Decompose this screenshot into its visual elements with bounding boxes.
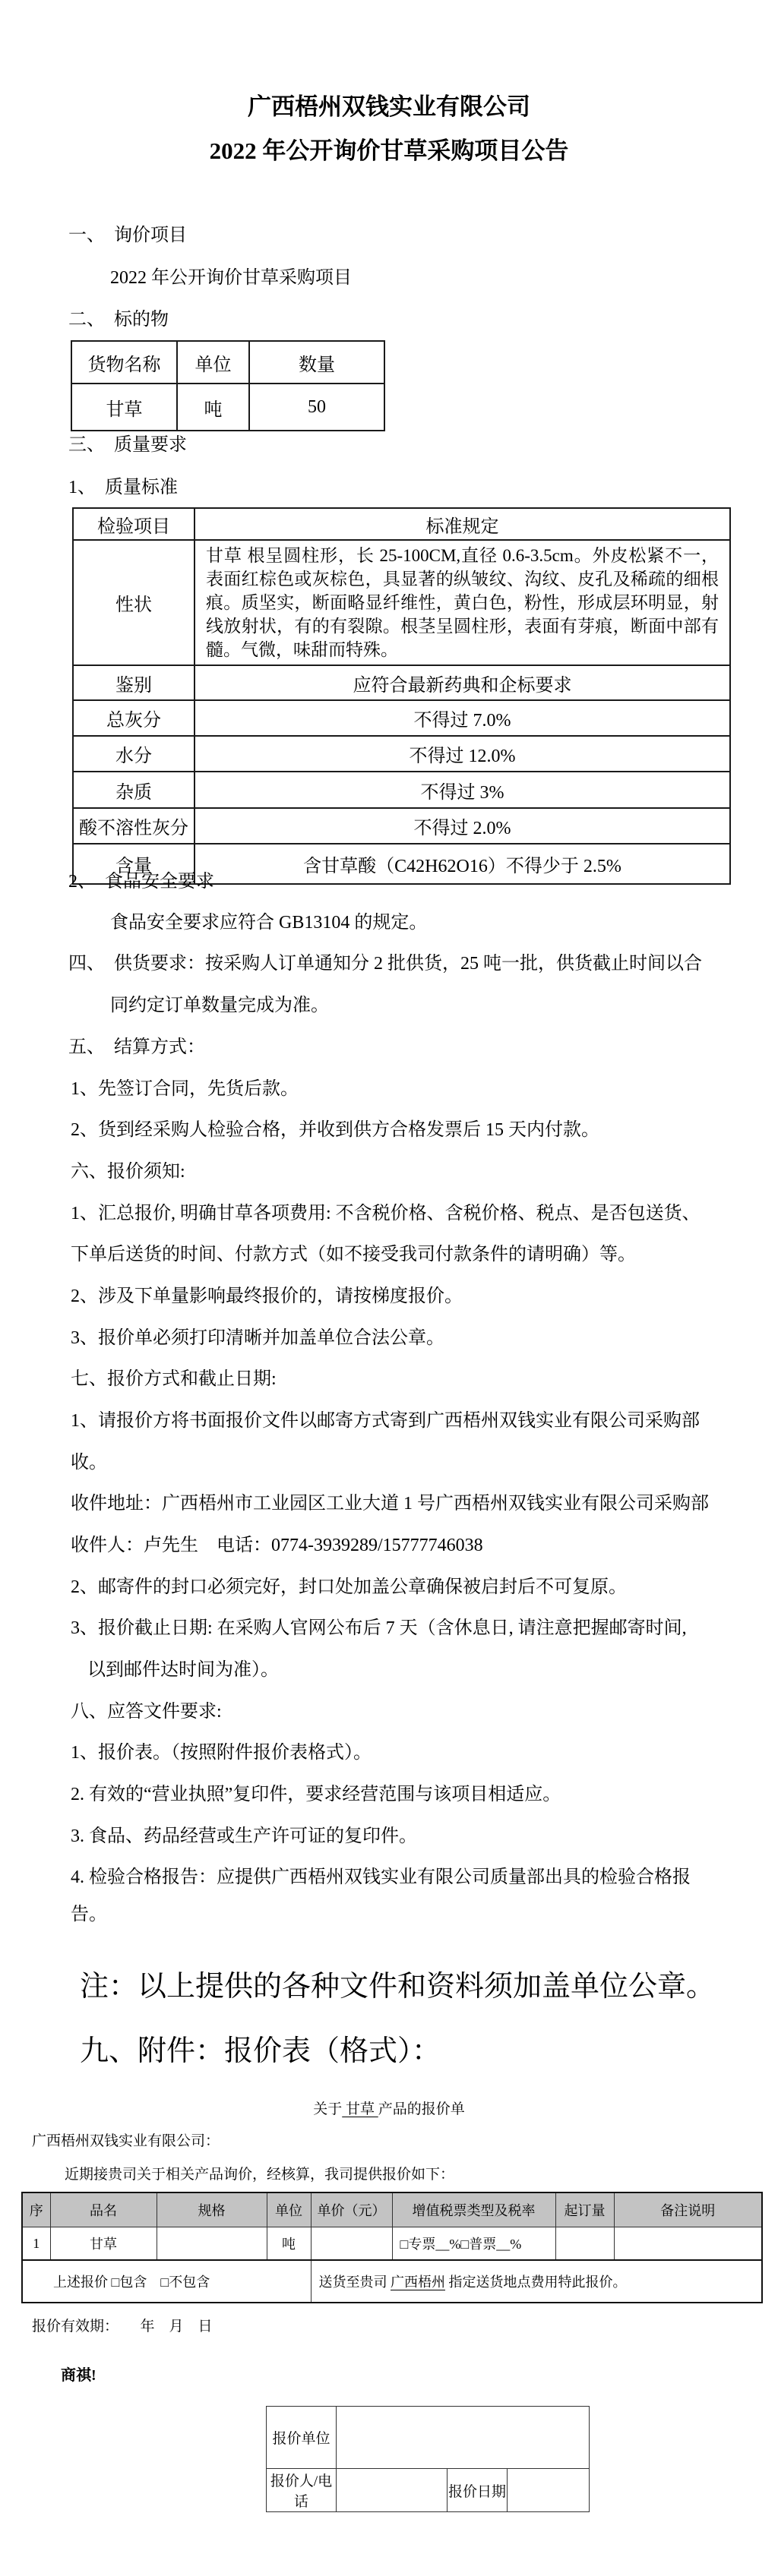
spec-value: 不得过 3% <box>194 772 730 808</box>
spec-label: 杂质 <box>73 772 194 808</box>
spec-row-identification <box>73 665 730 700</box>
spec-value: 应符合最新药典和企标要求 <box>194 665 730 700</box>
quote-title-suffix: 产品的报价单 <box>378 2101 465 2117</box>
spec-row-acid-insoluble-ash <box>73 808 730 844</box>
quote-footer-row <box>22 2260 762 2303</box>
quote-header-row <box>22 2192 762 2227</box>
spec-row-moisture <box>73 736 730 772</box>
spec-label: 酸不溶性灰分 <box>73 808 194 844</box>
subject-header-unit: 单位 <box>177 341 249 384</box>
notes-item-1-line-2: 下单后送货的时间、付款方式（如不接受我司付款条件的请明确）等。 <box>71 1245 636 1264</box>
quote-header-tax: 增值税票类型及税率 <box>392 2192 555 2227</box>
sign-date-label: 报价日期 <box>448 2469 508 2512</box>
notes-item-3: 3、报价单必须打印清晰并加盖单位合法公章。 <box>71 1328 444 1348</box>
settlement-item-1: 1、先签订合同，先货后款。 <box>71 1079 299 1099</box>
quote-unit-value: 吨 <box>267 2227 311 2261</box>
spec-value: 不得过 12.0% <box>194 736 730 772</box>
docs-item-4-line-2: 告。 <box>71 1905 107 1924</box>
quote-title-product: 甘草 <box>342 2101 378 2117</box>
spec-row-appearance <box>73 540 730 665</box>
docs-item-2: 2. 有效的“营业执照”复印件，要求经营范围与该项目相适应。 <box>71 1785 561 1804</box>
food-safety-heading: 2、 食品安全要求 <box>68 872 214 892</box>
quote-header-unit: 单位 <box>267 2192 311 2227</box>
quote-remark-value <box>614 2227 762 2261</box>
sign-row-company <box>267 2407 590 2469</box>
quote-include-checkboxes: 上述报价 □包含 □不包含 <box>22 2260 311 2303</box>
spec-row-impurity <box>73 772 730 808</box>
spec-header-row <box>73 508 730 540</box>
subject-header-qty: 数量 <box>249 341 384 384</box>
subject-qty-value: 50 <box>249 384 384 431</box>
docs-item-4-line-1: 4. 检验合格报告：应提供广西梧州双钱实业有限公司质量部出具的检验合格报 <box>71 1867 691 1887</box>
notes-item-2: 2、涉及下单量影响最终报价的，请按梯度报价。 <box>71 1286 463 1306</box>
section-8-heading: 八、应答文件要求: <box>71 1702 222 1722</box>
sign-person-label: 报价人/电话 <box>267 2469 337 2512</box>
spec-value: 不得过 2.0% <box>194 808 730 844</box>
spec-row-total-ash <box>73 700 730 736</box>
quotation-table <box>21 2192 763 2303</box>
spec-value: 含甘草酸（C42H62O16）不得少于 2.5% <box>194 844 730 884</box>
delivery-place: 广西梧州 <box>391 2275 445 2290</box>
quality-standard-table <box>72 507 731 885</box>
quote-header-name: 品名 <box>50 2192 157 2227</box>
quote-header-seq: 序 <box>22 2192 50 2227</box>
quote-header-price: 单价（元） <box>311 2192 392 2227</box>
spec-header-standard: 标准规定 <box>194 508 730 540</box>
section-3-heading: 三、 质量要求 <box>68 435 187 455</box>
quote-seq-value: 1 <box>22 2227 50 2261</box>
quote-regards: 商祺! <box>61 2367 96 2384</box>
quote-delivery-note <box>311 2260 762 2303</box>
food-safety-body: 食品安全要求应符合 GB13104 的规定。 <box>110 913 428 933</box>
spec-value: 甘草 根呈圆柱形，长 25-100CM,直径 0.6-3.5cm。外皮松紧不一，表面红棕色或灰棕色，具显著的纵皱纹、沟纹、皮孔及稀疏的细根痕。质坚实，断面略显纤维性，黄白色，粉性，形成层环明显，射线放射状，有的有裂隙。根茎呈圆柱形，表面有芽痕，断面中部有髓。气微，味甜而特殊。 <box>194 540 730 665</box>
sign-row-contact <box>267 2469 590 2512</box>
subject-table-header-row <box>71 341 384 384</box>
delivery-prefix: 送货至贵司 <box>318 2275 391 2290</box>
section-4-line-2: 同约定订单数量完成为准。 <box>110 996 329 1015</box>
subject-table <box>71 340 385 431</box>
spec-label: 水分 <box>73 736 194 772</box>
section-7-heading: 七、报价方式和截止日期: <box>71 1369 277 1389</box>
method-item-3-line-2: 以到邮件达时间为准）。 <box>87 1660 279 1680</box>
quality-standard-heading: 1、 质量标准 <box>68 478 178 497</box>
quote-intro: 近期接贵司关于相关产品询价，经核算，我司提供报价如下： <box>65 2167 455 2183</box>
signature-table <box>266 2406 590 2512</box>
quote-name-value: 甘草 <box>50 2227 157 2261</box>
spec-label: 总灰分 <box>73 700 194 736</box>
section-2-heading: 二、 标的物 <box>68 310 169 330</box>
company-title: 广西梧州双钱实业有限公司 <box>248 93 530 120</box>
section-5-heading: 五、 结算方式： <box>68 1037 205 1057</box>
method-item-2: 2、邮寄件的封口必须完好，封口处加盖公章确保被启封后不可复原。 <box>71 1577 627 1597</box>
quote-moq-value <box>555 2227 614 2261</box>
section-9-heading: 九、附件：报价表（格式）： <box>80 2035 441 2067</box>
subject-unit-value: 吨 <box>177 384 249 431</box>
spec-header-item: 检验项目 <box>73 508 194 540</box>
section-4-line-1: 四、 供货要求：按采购人订单通知分 2 批供货，25 吨一批，供货截止时间以合 <box>68 954 702 974</box>
notes-item-1-line-1: 1、汇总报价, 明确甘草各项费用: 不含税价格、含税价格、税点、是否包送货、 <box>71 1204 701 1223</box>
quote-header-spec: 规格 <box>157 2192 267 2227</box>
sign-company-label: 报价单位 <box>267 2407 337 2469</box>
quote-title-prefix: 关于 <box>313 2101 343 2117</box>
subject-goods-value: 甘草 <box>71 384 177 431</box>
docs-item-3: 3. 食品、药品经营或生产许可证的复印件。 <box>71 1826 417 1846</box>
quote-header-remark: 备注说明 <box>614 2192 762 2227</box>
subject-header-goods: 货物名称 <box>71 341 177 384</box>
recipient-contact: 收件人：卢先生 电话：0774-3939289/15777746038 <box>71 1536 483 1555</box>
quote-header-moq: 起订量 <box>555 2192 614 2227</box>
method-item-1-line-2: 收。 <box>71 1453 107 1473</box>
docs-item-1: 1、报价表。（按照附件报价表格式）。 <box>71 1743 372 1763</box>
method-item-3-line-1: 3、报价截止日期: 在采购人官网公布后 7 天（含休息日, 请注意把握邮寄时间, <box>71 1618 687 1638</box>
quote-tax-checkboxes: □专票__%□普票__% <box>392 2227 555 2261</box>
spec-label: 含量 <box>73 844 194 884</box>
quote-salutation: 广西梧州双钱实业有限公司： <box>32 2133 220 2149</box>
recipient-address: 收件地址：广西梧州市工业园区工业大道 1 号广西梧州双钱实业有限公司采购部 <box>71 1494 709 1514</box>
settlement-item-2: 2、货到经采购人检验合格，并收到供方合格发票后 15 天内付款。 <box>71 1120 599 1140</box>
spec-label: 性状 <box>73 540 194 665</box>
quote-spec-value <box>157 2227 267 2261</box>
quote-data-row <box>22 2227 762 2261</box>
method-item-1-line-1: 1、请报价方将书面报价文件以邮寄方式寄到广西梧州双钱实业有限公司采购部 <box>71 1411 700 1431</box>
delivery-suffix: 指定送货地点费用特此报价。 <box>445 2275 627 2290</box>
section-6-heading: 六、报价须知: <box>71 1162 185 1182</box>
stamp-note: 注：以上提供的各种文件和资料须加盖单位公章。 <box>80 1971 716 2003</box>
sign-person-value <box>337 2469 448 2512</box>
spec-label: 鉴别 <box>73 665 194 700</box>
quote-sheet-title <box>0 2101 778 2119</box>
quote-validity: 报价有效期： 年 月 日 <box>32 2319 213 2334</box>
section-1-heading: 一、 询价项目 <box>68 226 187 245</box>
subject-table-data-row <box>71 384 384 431</box>
sign-date-value <box>508 2469 590 2512</box>
quote-price-value <box>311 2227 392 2261</box>
inquiry-project-name: 2022 年公开询价甘草采购项目 <box>110 268 352 288</box>
spec-value: 不得过 7.0% <box>194 700 730 736</box>
announcement-title: 2022 年公开询价甘草采购项目公告 <box>209 137 569 164</box>
sign-company-value <box>337 2407 590 2469</box>
